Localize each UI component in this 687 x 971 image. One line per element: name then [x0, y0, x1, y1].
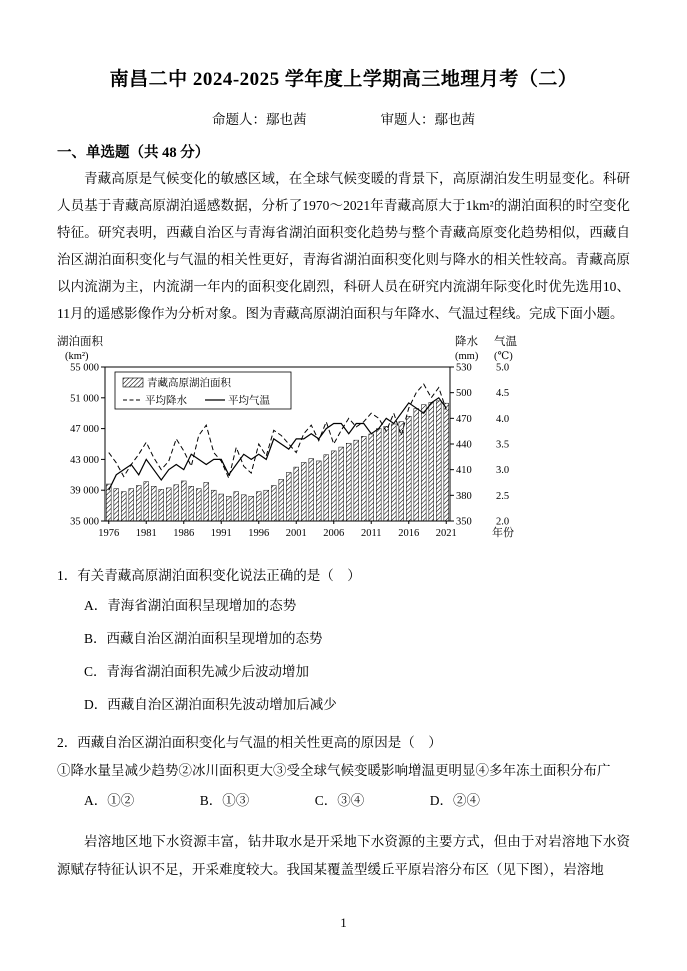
- question-2: [57, 729, 630, 816]
- lake-area-chart-svg-host: [57, 333, 630, 554]
- svg-text:(℃): (℃): [494, 351, 513, 362]
- svg-text:(km²): (km²): [65, 351, 89, 362]
- lake-area-chart: [57, 333, 630, 554]
- svg-text:470: 470: [456, 413, 472, 425]
- page-title: 南昌二中 2024-2025 学年度上学期高三地理月考（二）: [109, 69, 578, 90]
- question-2-options: [57, 785, 480, 816]
- svg-text:1986: 1986: [173, 528, 195, 539]
- svg-text:410: 410: [456, 465, 472, 477]
- svg-text:2.5: 2.5: [496, 490, 510, 502]
- question-1-option-b: B．西藏自治区湖泊面积呈现增加的态势: [84, 631, 323, 646]
- svg-text:4.5: 4.5: [496, 388, 510, 400]
- svg-text:3.0: 3.0: [496, 465, 510, 477]
- page-number: 1: [340, 915, 347, 930]
- svg-text:1991: 1991: [210, 528, 232, 539]
- svg-text:380: 380: [456, 490, 472, 502]
- question-2-option-a: A．①②: [84, 793, 135, 808]
- svg-text:降水: 降水: [455, 336, 478, 348]
- question-2-sub-items: ①降水量呈减少趋势②冰川面积更大③受全球气候变暖影响增温更明显④多年冻土面积分布广: [57, 763, 611, 778]
- svg-text:51 000: 51 000: [70, 393, 99, 405]
- exam-meta: [57, 108, 630, 128]
- reviewer-label: 审题人：鄢也茜: [380, 112, 475, 127]
- question-2-option-c: C．③④: [314, 793, 365, 808]
- question-2-option-d: D．②④: [429, 793, 480, 808]
- svg-text:39 000: 39 000: [70, 485, 99, 497]
- svg-text:2021: 2021: [435, 528, 457, 539]
- svg-text:350: 350: [456, 516, 472, 528]
- svg-text:青藏高原湖泊面积: 青藏高原湖泊面积: [147, 378, 231, 389]
- svg-text:35 000: 35 000: [70, 516, 99, 528]
- svg-text:2001: 2001: [285, 528, 307, 539]
- svg-text:(mm): (mm): [455, 351, 479, 362]
- intro-paragraph: 青藏高原是气候变化的敏感区域，在全球气候变暖的背景下，高原湖泊发生明显变化。科研人员基于青藏高原湖泊遥感数据，分析了1970～2021年青藏高原大于1km²的湖泊面积的时空变化特征。研究表明，西藏自治区与青海省湖泊面积变化趋势与整个青藏高原变化趋势相似，西藏自治区湖泊面积变化与气温的相关性更好，青海省湖泊面积变化则与降水的相关性较高。青藏高原以内流湖为主，内流湖一年内的面积变化剧烈，科研人员在研究内流湖年际变化时优先选用10、11月的遥感影像作为分析对象。图为青藏高原湖泊面积与年降水、气温过程线。完成下面小题。: [57, 171, 630, 321]
- svg-text:2006: 2006: [323, 528, 345, 539]
- svg-text:湖泊面积: 湖泊面积: [57, 336, 103, 348]
- svg-text:2016: 2016: [398, 528, 420, 539]
- svg-text:1976: 1976: [98, 528, 120, 539]
- question-1-stem: 1．有关青藏高原湖泊面积变化说法正确的是（ ）: [57, 568, 361, 583]
- question-1-option-c: C．青海省湖泊面积先减少后波动增加: [84, 664, 310, 679]
- svg-text:年份: 年份: [492, 527, 514, 539]
- svg-text:43 000: 43 000: [70, 454, 99, 466]
- svg-text:440: 440: [456, 439, 472, 451]
- svg-text:530: 530: [456, 362, 472, 374]
- closing-paragraph: 岩溶地区地下水资源丰富，钻井取水是开采地下水资源的主要方式，但由于对岩溶地下水资源赋存特征认识不足，开采难度较大。我国某覆盖型缓丘平原岩溶分布区（见下图），岩溶地: [57, 834, 630, 877]
- svg-text:47 000: 47 000: [70, 424, 99, 436]
- question-2-stem: 2．西藏自治区湖泊面积变化与气温的相关性更高的原因是（ ）: [57, 735, 442, 750]
- svg-text:55 000: 55 000: [70, 362, 99, 374]
- svg-text:气温: 气温: [494, 336, 517, 348]
- section-heading: 一、单选题（共 48 分）: [57, 145, 210, 161]
- setter-label: 命题人：鄢也茜: [212, 112, 307, 127]
- svg-text:2.0: 2.0: [496, 516, 510, 528]
- question-1-option-d: D．西藏自治区湖泊面积先波动增加后减少: [84, 697, 337, 712]
- svg-text:3.5: 3.5: [496, 439, 510, 451]
- svg-text:500: 500: [456, 388, 472, 400]
- svg-text:1996: 1996: [248, 528, 270, 539]
- svg-text:平均气温: 平均气温: [228, 395, 270, 407]
- svg-text:5.0: 5.0: [496, 362, 510, 374]
- question-1: [57, 562, 630, 721]
- svg-text:1981: 1981: [135, 528, 157, 539]
- question-1-option-a: A．青海省湖泊面积呈现增加的态势: [84, 598, 297, 613]
- question-2-option-b: B．①③: [199, 793, 250, 808]
- svg-text:2011: 2011: [360, 528, 382, 539]
- svg-text:平均降水: 平均降水: [145, 395, 187, 407]
- svg-text:4.0: 4.0: [496, 413, 510, 425]
